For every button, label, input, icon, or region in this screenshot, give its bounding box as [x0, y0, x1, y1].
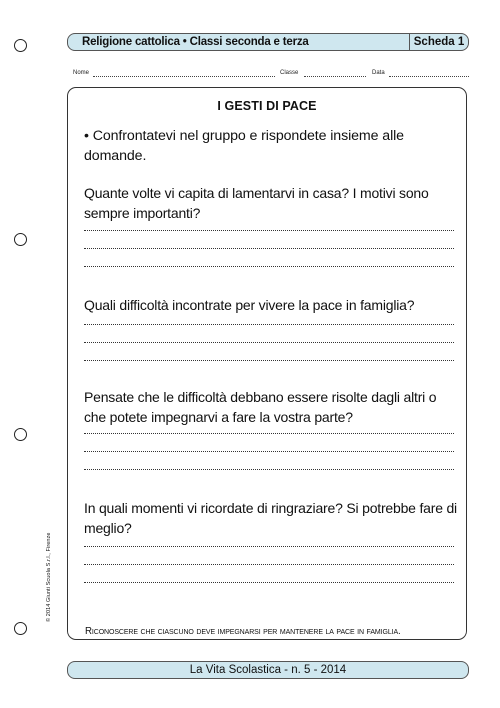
student-info-fields [71, 69, 471, 79]
answer-line[interactable] [84, 248, 454, 249]
binder-hole-bottom [14, 622, 27, 635]
answer-line[interactable] [84, 469, 454, 470]
question-block-2 [84, 295, 460, 361]
question-text: Pensate che le difficoltà debbano essere risolte dagli altri o che potete impegnarvi a fare la vostra parte? [84, 389, 437, 425]
footer-text: La Vita Scolastica - n. 5 - 2014 [189, 664, 347, 676]
nome-field[interactable] [93, 76, 275, 77]
binder-hole-upper-middle [14, 233, 27, 246]
answer-line[interactable] [84, 433, 454, 434]
worksheet-title: I GESTI DI PACE [217, 99, 317, 113]
answer-line[interactable] [84, 360, 454, 361]
footer-bar [67, 661, 469, 679]
data-field[interactable] [389, 76, 469, 77]
closing-note: Riconoscere che ciascuno deve impegnarsi per mantenere la pace in famiglia. [85, 626, 401, 637]
question-block-1 [84, 183, 460, 267]
answer-line[interactable] [84, 582, 454, 583]
answer-line[interactable] [84, 230, 454, 231]
answer-line[interactable] [84, 564, 454, 565]
classe-field[interactable] [304, 76, 366, 77]
scheda-label: Scheda 1 [413, 36, 465, 48]
binder-hole-top [14, 39, 27, 52]
copyright-text: © 2014 Giunti Scuola S.r.l., Firenze [46, 532, 52, 622]
question-block-4 [84, 498, 460, 583]
nome-label: Nome [73, 70, 90, 76]
question-text: In quali momenti vi ricordate di ringraziare? Si potrebbe fare di meglio? [84, 500, 457, 536]
instruction-text: • Confrontatevi nel gruppo e rispondete insieme alle domande. [84, 128, 404, 164]
header-bar [67, 33, 469, 51]
classe-label: Classe [280, 70, 299, 76]
header-title: Religione cattolica • Classi seconda e terza [82, 36, 309, 48]
question-text: Quante volte vi capita di lamentarvi in casa? I motivi sono sempre importanti? [84, 185, 429, 221]
answer-line[interactable] [84, 451, 454, 452]
data-label: Data [372, 70, 385, 76]
answer-line[interactable] [84, 324, 454, 325]
answer-line[interactable] [84, 266, 454, 267]
question-block-3 [84, 387, 460, 470]
answer-line[interactable] [84, 546, 454, 547]
question-text: Quali difficoltà incontrate per vivere la pace in famiglia? [84, 297, 415, 313]
answer-line[interactable] [84, 342, 454, 343]
binder-hole-lower-middle [14, 428, 27, 441]
